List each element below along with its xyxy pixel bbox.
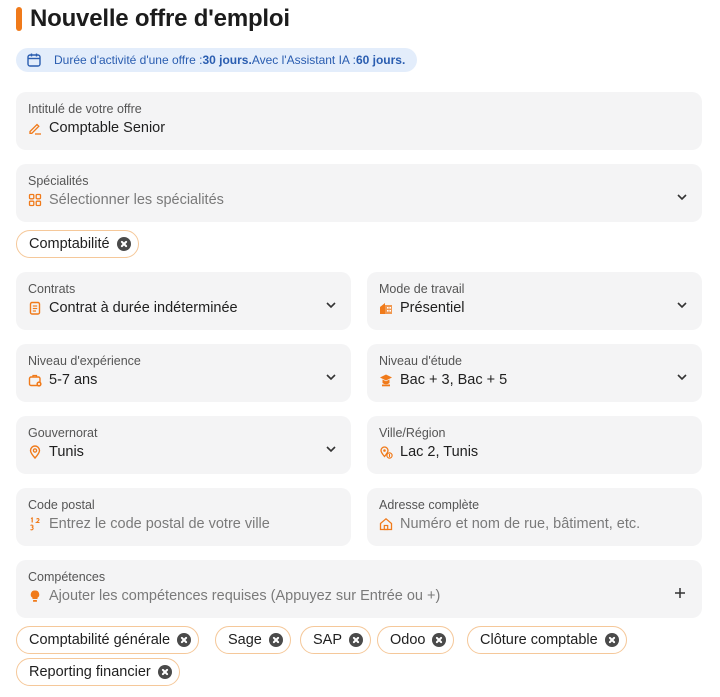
contracts-select[interactable]: [16, 272, 351, 330]
briefcase-icon: [28, 373, 42, 387]
city-field[interactable]: [367, 416, 702, 474]
job-title-input[interactable]: [28, 120, 165, 136]
chip-label: Comptabilité: [29, 236, 110, 252]
remove-chip-icon[interactable]: [349, 633, 363, 647]
postal-code-field[interactable]: [16, 488, 351, 546]
city-value: Lac 2, Tunis: [400, 444, 479, 460]
add-skill-icon[interactable]: [674, 586, 686, 598]
contracts-value: Contrat à durée indéterminée: [49, 300, 238, 316]
governorate-label: Gouvernorat: [28, 426, 98, 440]
work-mode-select[interactable]: [367, 272, 702, 330]
contracts-value-row: [28, 300, 238, 316]
skills-input[interactable]: [28, 588, 440, 604]
experience-select[interactable]: [16, 344, 351, 402]
skills-field[interactable]: [16, 560, 702, 618]
skill-chip[interactable]: [16, 626, 199, 654]
skills-placeholder: Ajouter les compétences requises (Appuyez sur Entrée ou +): [49, 588, 441, 604]
banner-duration: 30 jours.: [202, 53, 252, 67]
education-label: Niveau d'étude: [379, 354, 463, 368]
specialties-placeholder-text: Sélectionner les spécialités: [49, 192, 224, 208]
skill-chip[interactable]: [16, 658, 180, 686]
skills-label: Compétences: [28, 570, 106, 584]
skill-chip[interactable]: [215, 626, 291, 654]
contracts-label: Contrats: [28, 282, 76, 296]
remove-chip-icon[interactable]: [177, 633, 191, 647]
location-pin-icon: [28, 445, 42, 459]
education-value: Bac + 3, Bac + 5: [400, 372, 508, 388]
chip-label: Reporting financier: [29, 664, 151, 680]
remove-chip-icon[interactable]: [158, 665, 172, 679]
governorate-value-row: [28, 444, 84, 460]
remove-chip-icon[interactable]: [269, 633, 283, 647]
education-select[interactable]: [367, 344, 702, 402]
graduation-cap-icon: [379, 373, 393, 387]
chevron-down-icon[interactable]: [676, 298, 688, 310]
chip-label: Comptabilité générale: [29, 632, 171, 648]
banner-prefix: Durée d'activité d'une offre :: [54, 53, 203, 67]
skill-chip[interactable]: [467, 626, 627, 654]
job-title-value: Comptable Senior: [49, 120, 166, 136]
pencil-icon: [28, 121, 42, 135]
job-title-field[interactable]: [16, 92, 702, 150]
education-value-row: [379, 372, 507, 388]
building-icon: [379, 301, 393, 315]
chevron-down-icon[interactable]: [325, 370, 337, 382]
home-icon: [379, 517, 393, 531]
city-input[interactable]: [379, 444, 478, 460]
specialties-placeholder: [28, 192, 224, 208]
job-title-label: Intitulé de votre offre: [28, 102, 142, 116]
skill-chip[interactable]: [300, 626, 371, 654]
remove-chip-icon[interactable]: [432, 633, 446, 647]
chip-label: Clôture comptable: [480, 632, 598, 648]
title-accent-bar: [16, 7, 22, 31]
address-input[interactable]: [379, 516, 640, 532]
remove-chip-icon[interactable]: [605, 633, 619, 647]
remove-chip-icon[interactable]: [117, 237, 131, 251]
duration-info-banner: [16, 48, 417, 72]
address-placeholder: Numéro et nom de rue, bâtiment, etc.: [400, 516, 641, 532]
address-field[interactable]: [367, 488, 702, 546]
city-label: Ville/Région: [379, 426, 446, 440]
calendar-icon: [26, 52, 42, 68]
chevron-down-icon[interactable]: [676, 370, 688, 382]
grid-icon: [28, 193, 42, 207]
chevron-down-icon[interactable]: [676, 190, 688, 202]
work-mode-value-row: [379, 300, 464, 316]
skill-chip[interactable]: [377, 626, 454, 654]
banner-middle: Avec l'Assistant IA :: [251, 53, 356, 67]
specialty-chip[interactable]: [16, 230, 139, 258]
chevron-down-icon[interactable]: [325, 298, 337, 310]
map-pin-icon: [379, 445, 393, 459]
page-header: [16, 4, 290, 34]
postal-code-placeholder: Entrez le code postal de votre ville: [49, 516, 270, 532]
work-mode-label: Mode de travail: [379, 282, 465, 296]
specialties-label: Spécialités: [28, 174, 89, 188]
chip-label: SAP: [313, 632, 343, 648]
banner-ai-duration: 60 jours.: [355, 53, 406, 67]
work-mode-value: Présentiel: [400, 300, 465, 316]
document-icon: [28, 301, 42, 315]
governorate-value: Tunis: [49, 444, 84, 460]
postal-code-label: Code postal: [28, 498, 95, 512]
lightbulb-icon: [28, 589, 42, 603]
chevron-down-icon[interactable]: [325, 442, 337, 454]
specialties-select[interactable]: [16, 164, 702, 222]
experience-value: 5-7 ans: [49, 372, 98, 388]
address-label: Adresse complète: [379, 498, 480, 512]
numbers-icon: [28, 517, 42, 531]
chip-label: Sage: [228, 632, 262, 648]
governorate-select[interactable]: [16, 416, 351, 474]
page-title: Nouvelle offre d'emploi: [30, 5, 290, 32]
experience-label: Niveau d'expérience: [28, 354, 141, 368]
postal-code-input[interactable]: [28, 516, 270, 532]
chip-label: Odoo: [390, 632, 426, 648]
experience-value-row: [28, 372, 97, 388]
